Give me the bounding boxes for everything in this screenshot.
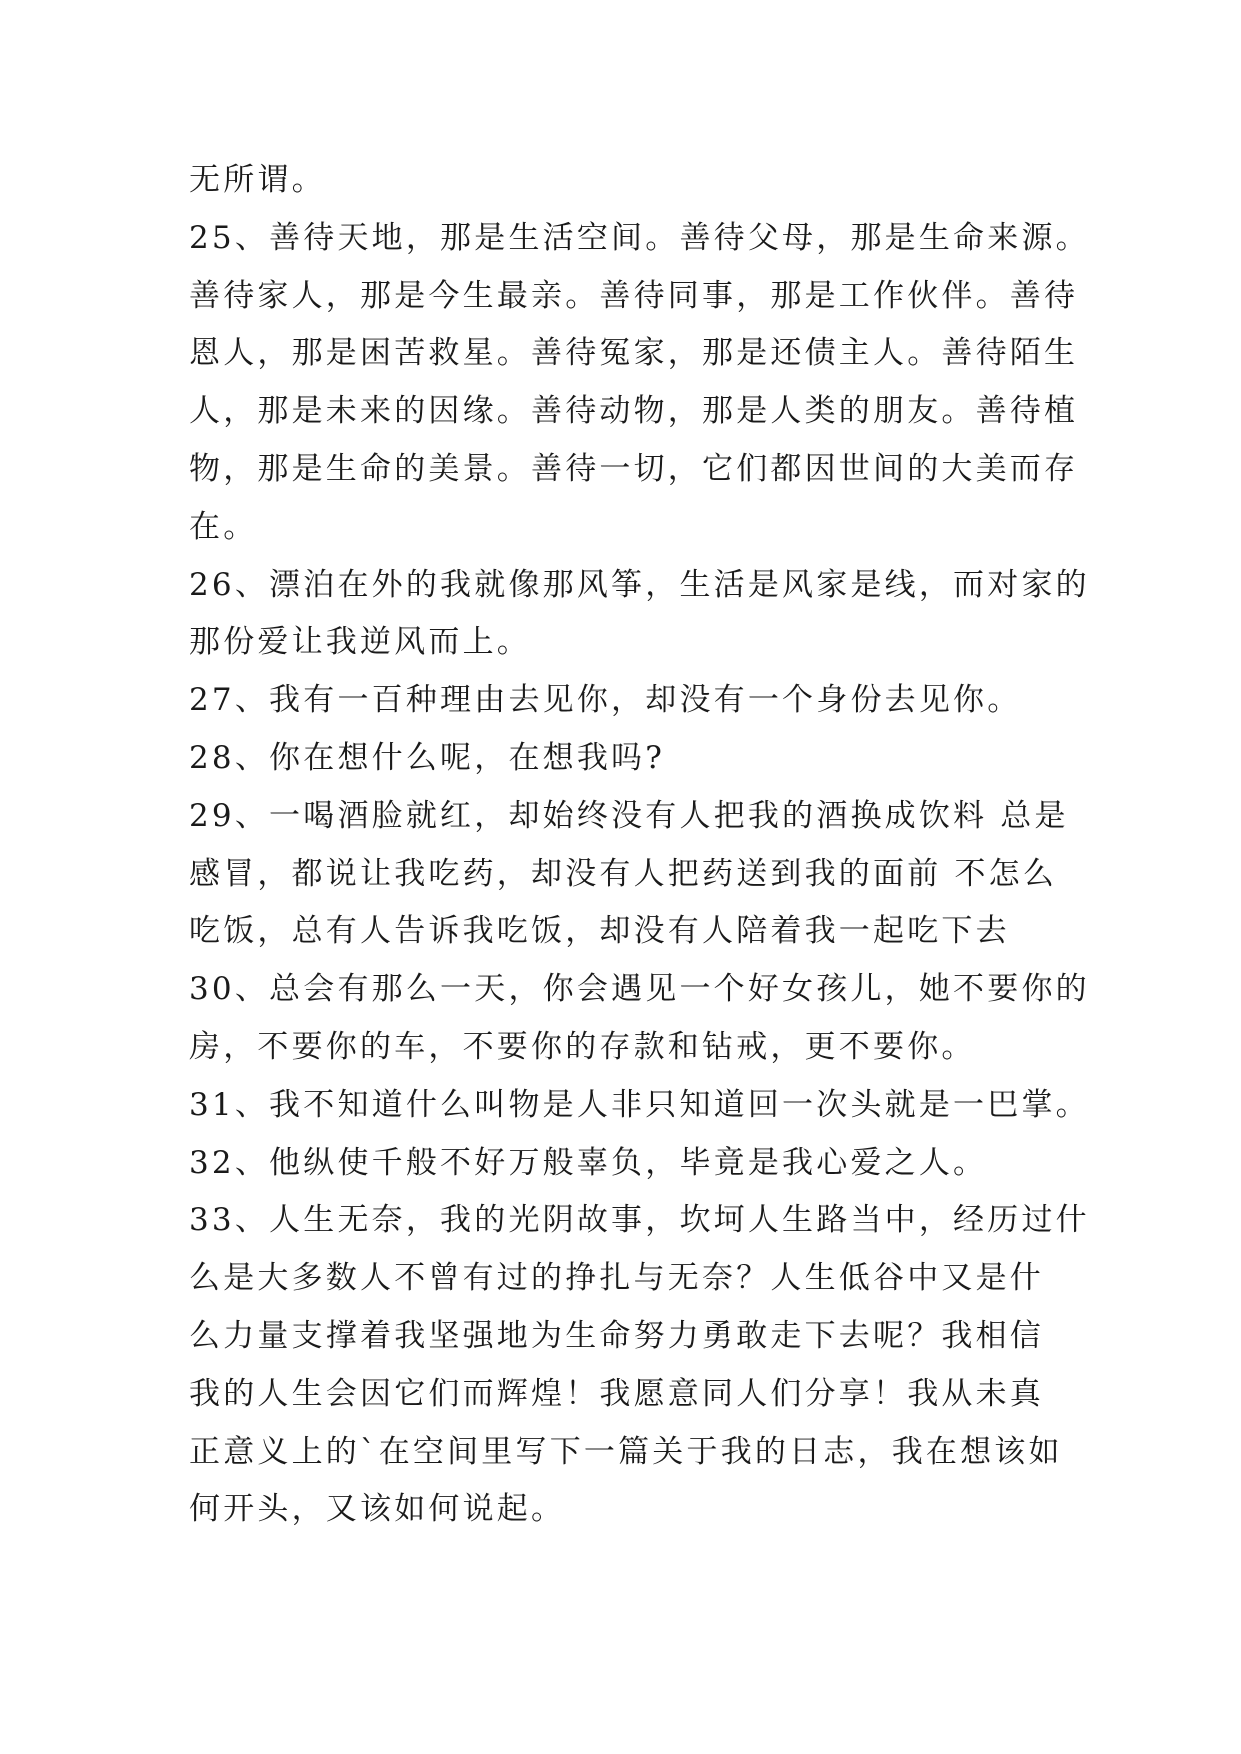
text-line: 我的人生会因它们而辉煌！我愿意同人们分享！我从未真 (189, 1375, 1044, 1412)
text-line: 25、善待天地，那是生活空间。善待父母，那是生命来源。 (189, 219, 1090, 256)
text-line: 在。 (189, 508, 258, 545)
text-line: 32、他纵使千般不好万般辜负，毕竟是我心爱之人。 (189, 1144, 988, 1181)
text-line: 恩人，那是困苦救星。善待冤家，那是还债主人。善待陌生 (189, 335, 1079, 372)
text-line: 吃饭，总有人告诉我吃饭，却没有人陪着我一起吃下去 (189, 913, 1010, 950)
text-line: 人，那是未来的因缘。善待动物，那是人类的朋友。善待植 (189, 393, 1079, 430)
paragraph-30 (189, 961, 1089, 1077)
text-line: 善待家人，那是今生最亲。善待同事，那是工作伙伴。善待 (189, 277, 1079, 314)
paragraph-32 (189, 1135, 1089, 1193)
paragraph-33 (189, 1192, 1089, 1539)
text-line: 31、我不知道什么叫物是人非只知道回一次头就是一巴掌。 (189, 1086, 1090, 1123)
paragraph-29 (189, 788, 1089, 961)
text-line: 物，那是生命的美景。善待一切，它们都因世间的大美而存 (189, 450, 1079, 487)
text-line: 29、一喝酒脸就红，却始终没有人把我的酒换成饮料 总是 (189, 797, 1069, 834)
text-line: 无所谓。 (189, 162, 326, 198)
text-line: 正意义上的`在空间里写下一篇关于我的日志，我在想该如 (189, 1433, 1063, 1470)
paragraph-27 (189, 672, 1089, 730)
paragraph-25 (189, 210, 1089, 557)
text-line: 么是大多数人不曾有过的挣扎与无奈？人生低谷中又是什 (189, 1260, 1044, 1297)
text-line: 感冒，都说让我吃药，却没有人把药送到我的面前 不怎么 (189, 855, 1058, 892)
paragraph-26 (189, 557, 1089, 673)
text-line: 么力量支撑着我坚强地为生命努力勇敢走下去呢？我相信 (189, 1317, 1044, 1354)
text-line: 27、我有一百种理由去见你，却没有一个身份去见你。 (189, 682, 1022, 719)
text-line: 26、漂泊在外的我就像那风筝，生活是风家是线，而对家的 (189, 566, 1090, 603)
paragraph-31 (189, 1077, 1089, 1135)
text-line: 33、人生无奈，我的光阴故事，坎坷人生路当中，经历过什 (189, 1202, 1090, 1239)
text-line: 28、你在想什么呢，在想我吗? (189, 739, 666, 776)
text-line: 房，不要你的车，不要你的存款和钻戒，更不要你。 (189, 1028, 976, 1065)
paragraph-24-tail (189, 152, 1089, 210)
document-body (189, 152, 1089, 1539)
text-line: 何开头，又该如何说起。 (189, 1491, 566, 1528)
text-line: 那份爱让我逆风而上。 (189, 624, 531, 661)
paragraph-28 (189, 730, 1089, 788)
text-line: 30、总会有那么一天，你会遇见一个好女孩儿，她不要你的 (189, 971, 1090, 1008)
